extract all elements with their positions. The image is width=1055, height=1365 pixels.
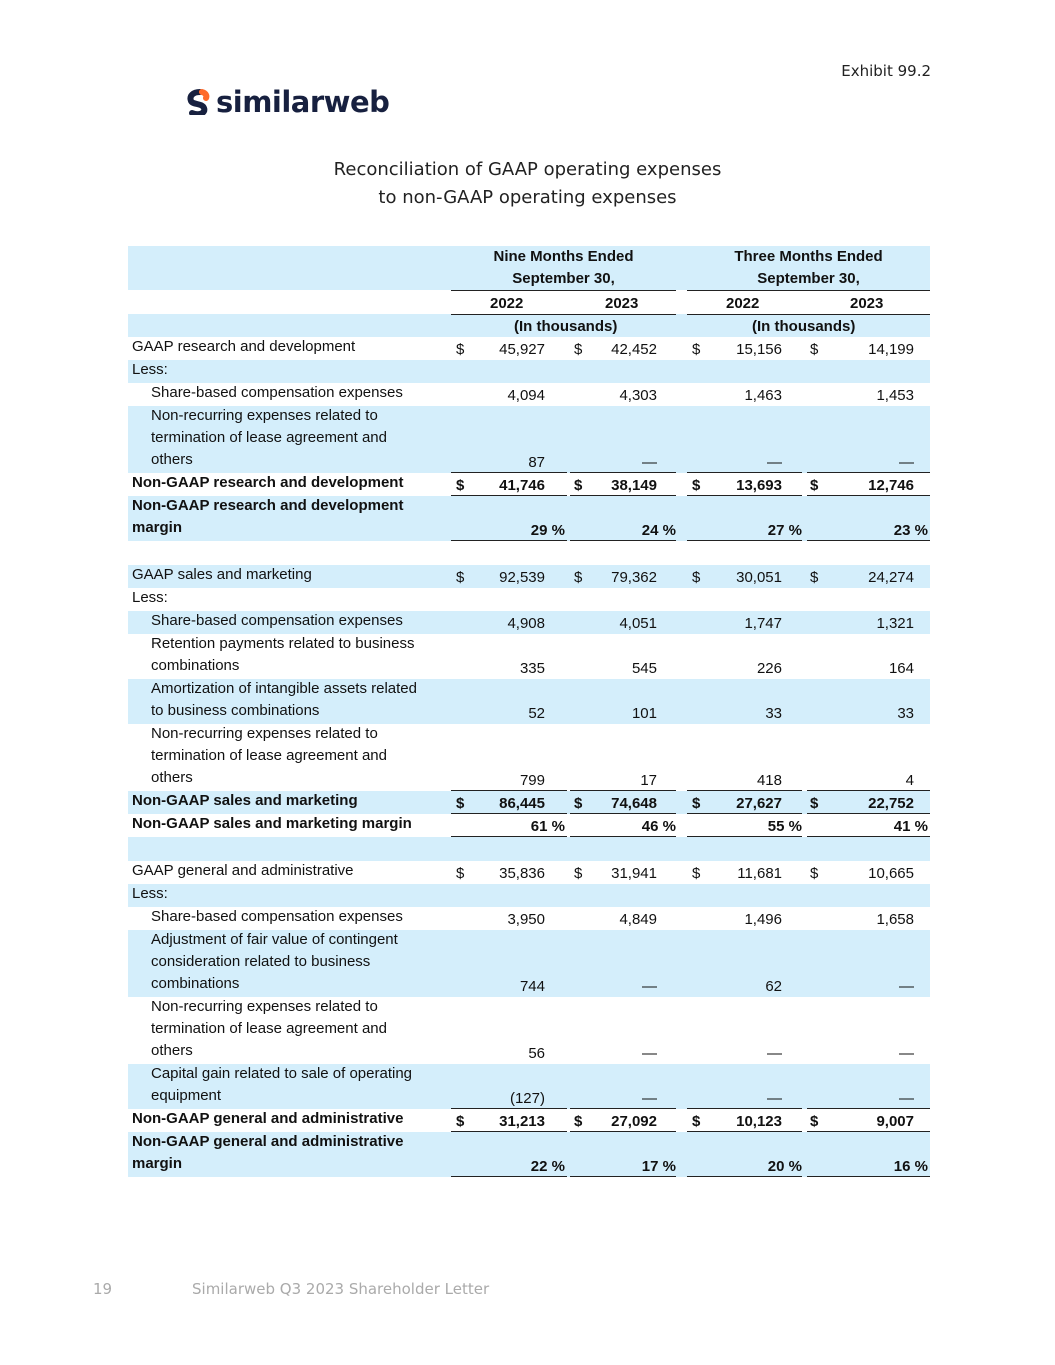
row-label-line: GAAP general and administrative <box>132 862 354 879</box>
dollar-sign: $ <box>692 569 701 586</box>
dollar-sign: $ <box>574 477 583 494</box>
table-cell: — <box>899 454 914 471</box>
table-cell: 55 % <box>767 818 802 835</box>
footer-text: Similarweb Q3 2023 Shareholder Letter <box>192 1280 490 1298</box>
row-label-line: Less: <box>132 885 168 902</box>
dollar-sign: $ <box>456 865 465 882</box>
table-cell: 33 <box>897 705 914 722</box>
dollar-sign: $ <box>456 341 465 358</box>
year-label: 2022 <box>490 295 524 312</box>
row-label-line: Non-GAAP general and administrative <box>132 1110 404 1127</box>
row-label-line: Adjustment of fair value of contingent <box>151 931 398 948</box>
table-cell: — <box>899 1045 914 1062</box>
table-cell: 101 <box>631 705 657 722</box>
table-cell: 41,746 <box>499 477 545 494</box>
year-label: 2023 <box>605 295 639 312</box>
row-label-line: consideration related to business <box>151 953 371 970</box>
table-row <box>128 1064 930 1109</box>
dollar-sign: $ <box>810 477 819 494</box>
table-cell: — <box>899 1090 914 1107</box>
dollar-sign: $ <box>810 341 819 358</box>
table-row <box>128 907 930 930</box>
row-label <box>132 565 312 588</box>
header-three-line1: Three Months Ended <box>734 248 883 265</box>
exhibit-label: Exhibit 99.2 <box>841 62 931 80</box>
table-cell: 31,213 <box>499 1113 545 1130</box>
row-label <box>132 473 403 496</box>
units-label: (In thousands) <box>752 318 856 335</box>
dollar-sign: $ <box>810 569 819 586</box>
row-label-line: Non-recurring expenses related to <box>151 998 378 1015</box>
row-label-line: termination of lease agreement and <box>151 747 387 764</box>
table-cell: 27 % <box>767 522 802 539</box>
row-label-line: Non-GAAP research and development <box>132 474 404 491</box>
row-label-line: others <box>151 1042 193 1059</box>
header-rule <box>451 314 676 315</box>
table-header-periods <box>128 246 930 290</box>
table-spacer-row <box>128 837 930 861</box>
table-cell: 9,007 <box>876 1113 914 1130</box>
row-label <box>151 997 387 1064</box>
dollar-sign: $ <box>810 795 819 812</box>
table-cell: 56 <box>528 1045 545 1062</box>
row-label-line: termination of lease agreement and <box>151 1020 387 1037</box>
header-rule <box>687 314 930 315</box>
table-cell: 74,648 <box>611 795 657 812</box>
table-cell: 15,156 <box>736 341 782 358</box>
title-line-1: Reconciliation of GAAP operating expenses <box>333 159 722 180</box>
table-cell: — <box>642 1045 657 1062</box>
table-row <box>128 679 930 724</box>
table-cell: 42,452 <box>611 341 657 358</box>
table-cell: 86,445 <box>499 795 545 812</box>
row-label <box>132 861 354 884</box>
year-label: 2023 <box>850 295 884 312</box>
header-three-months <box>687 246 930 290</box>
cell-underline <box>451 1176 567 1177</box>
header-rule <box>687 290 930 291</box>
row-label-line: Non-GAAP research and development <box>132 497 404 514</box>
similarweb-logo <box>186 85 389 119</box>
cell-underline <box>687 1176 802 1177</box>
row-label-line: Less: <box>132 589 168 606</box>
dollar-sign: $ <box>692 341 701 358</box>
table-cell: 31,941 <box>611 865 657 882</box>
table-cell: 799 <box>519 772 545 789</box>
table-row <box>128 884 930 907</box>
table-row <box>128 565 930 588</box>
table-cell: 24 % <box>641 522 676 539</box>
dollar-sign: $ <box>692 1113 701 1130</box>
reconciliation-table <box>128 246 930 1177</box>
row-label <box>151 406 387 473</box>
logo-wordmark: similarweb <box>216 85 390 119</box>
row-label <box>132 337 355 360</box>
year-label: 2022 <box>726 295 760 312</box>
dollar-sign: $ <box>692 795 701 812</box>
table-row <box>128 724 930 791</box>
row-label-line: combinations <box>151 975 240 992</box>
table-header-units <box>128 314 930 337</box>
table-cell: 23 % <box>893 522 928 539</box>
row-label <box>132 814 412 837</box>
row-label-line: margin <box>132 1155 183 1172</box>
table-cell: 10,123 <box>736 1113 782 1130</box>
units-label: (In thousands) <box>514 318 618 335</box>
row-label <box>132 1132 403 1177</box>
table-cell: 52 <box>528 705 545 722</box>
dollar-sign: $ <box>456 477 465 494</box>
table-cell: 29 % <box>530 522 565 539</box>
table-cell: 418 <box>756 772 782 789</box>
table-cell: — <box>642 1090 657 1107</box>
table-cell: 61 % <box>530 818 565 835</box>
row-label-line: others <box>151 451 193 468</box>
table-cell: 41 % <box>893 818 928 835</box>
table-row <box>128 473 930 496</box>
table-cell: 27,627 <box>736 795 782 812</box>
table-cell: 4,908 <box>507 615 545 632</box>
table-cell: — <box>767 454 782 471</box>
table-cell: 1,321 <box>876 615 914 632</box>
table-cell: 79,362 <box>611 569 657 586</box>
row-label <box>151 907 403 930</box>
dollar-sign: $ <box>456 795 465 812</box>
table-row <box>128 496 930 541</box>
header-nine-line1: Nine Months Ended <box>493 248 634 265</box>
row-label-line: Amortization of intangible assets related <box>151 680 417 697</box>
table-cell: 33 <box>765 705 782 722</box>
row-label-line: Share-based compensation expenses <box>151 612 403 629</box>
row-label <box>151 611 403 634</box>
table-cell: 13,693 <box>736 477 782 494</box>
table-row <box>128 406 930 473</box>
row-label <box>132 496 403 541</box>
dollar-sign: $ <box>692 865 701 882</box>
header-nine-line2: September 30, <box>512 270 615 287</box>
table-row <box>128 360 930 383</box>
table-row <box>128 861 930 884</box>
row-label-line: Non-recurring expenses related to <box>151 725 378 742</box>
table-cell: 4,849 <box>619 911 657 928</box>
table-cell: — <box>767 1045 782 1062</box>
header-nine-months <box>451 246 676 290</box>
table-cell: 4,051 <box>619 615 657 632</box>
dollar-sign: $ <box>456 569 465 586</box>
row-label <box>132 588 168 611</box>
table-cell: 4,303 <box>619 387 657 404</box>
similarweb-logo-icon <box>186 89 210 115</box>
table-cell: 3,950 <box>507 911 545 928</box>
row-label-line: Share-based compensation expenses <box>151 384 403 401</box>
table-cell: 16 % <box>893 1158 928 1175</box>
row-label <box>151 724 387 791</box>
table-cell: 335 <box>519 660 545 677</box>
table-cell: — <box>642 454 657 471</box>
dollar-sign: $ <box>574 795 583 812</box>
table-row <box>128 383 930 406</box>
dollar-sign: $ <box>574 1113 583 1130</box>
table-cell: 87 <box>528 454 545 471</box>
row-label <box>151 383 403 406</box>
dollar-sign: $ <box>810 865 819 882</box>
row-label <box>151 1064 412 1109</box>
table-cell: 35,836 <box>499 865 545 882</box>
table-cell: 62 <box>765 978 782 995</box>
row-label-line: termination of lease agreement and <box>151 429 387 446</box>
table-cell: — <box>899 978 914 995</box>
dollar-sign: $ <box>692 477 701 494</box>
table-cell: 10,665 <box>868 865 914 882</box>
table-cell: 4 <box>905 772 914 789</box>
table-row <box>128 588 930 611</box>
table-cell: 12,746 <box>868 477 914 494</box>
table-cell: 1,747 <box>744 615 782 632</box>
row-label-line: Non-GAAP sales and marketing <box>132 792 358 809</box>
cell-underline <box>807 1176 930 1177</box>
dollar-sign: $ <box>456 1113 465 1130</box>
table-spacer-row <box>128 541 930 565</box>
dollar-sign: $ <box>574 865 583 882</box>
table-cell: — <box>642 978 657 995</box>
dollar-sign: $ <box>574 569 583 586</box>
table-row <box>128 1132 930 1177</box>
dollar-sign: $ <box>574 341 583 358</box>
table-row <box>128 791 930 814</box>
table-cell: 27,092 <box>611 1113 657 1130</box>
row-label-line: GAAP sales and marketing <box>132 566 312 583</box>
table-cell: 4,094 <box>507 387 545 404</box>
row-label-line: others <box>151 769 193 786</box>
table-cell: 1,658 <box>876 911 914 928</box>
cell-underline <box>570 1176 676 1177</box>
row-label-line: Share-based compensation expenses <box>151 908 403 925</box>
row-label <box>132 360 168 383</box>
page-number: 19 <box>93 1280 113 1298</box>
title-line-2: to non-GAAP operating expenses <box>378 187 677 208</box>
table-cell: 24,274 <box>868 569 914 586</box>
row-label-line: Non-recurring expenses related to <box>151 407 378 424</box>
table-cell: 92,539 <box>499 569 545 586</box>
table-header-years <box>128 290 930 314</box>
header-three-line2: September 30, <box>757 270 860 287</box>
row-label-line: Capital gain related to sale of operating <box>151 1065 413 1082</box>
table-cell: 20 % <box>767 1158 802 1175</box>
table-cell: 226 <box>756 660 782 677</box>
table-row <box>128 814 930 837</box>
row-label <box>151 930 398 997</box>
table-cell: 22 % <box>530 1158 565 1175</box>
row-label-line: Non-GAAP sales and marketing margin <box>132 815 412 832</box>
table-cell: 744 <box>519 978 545 995</box>
row-label <box>132 1109 403 1132</box>
row-label-line: equipment <box>151 1087 222 1104</box>
dollar-sign: $ <box>810 1113 819 1130</box>
table-cell: 17 <box>640 772 657 789</box>
table-cell: 22,752 <box>868 795 914 812</box>
page-title <box>0 156 1055 212</box>
row-label-line: to business combinations <box>151 702 320 719</box>
table-cell: 38,149 <box>611 477 657 494</box>
table-cell: 1,463 <box>744 387 782 404</box>
table-cell: 164 <box>888 660 914 677</box>
table-cell: 545 <box>631 660 657 677</box>
table-cell: (127) <box>509 1090 545 1107</box>
row-label-line: combinations <box>151 657 240 674</box>
row-label-line: GAAP research and development <box>132 338 356 355</box>
row-label-line: Retention payments related to business <box>151 635 415 652</box>
table-cell: 45,927 <box>499 341 545 358</box>
row-label <box>132 791 358 814</box>
table-row <box>128 611 930 634</box>
table-row <box>128 930 930 997</box>
table-cell: 14,199 <box>868 341 914 358</box>
table-cell: — <box>767 1090 782 1107</box>
table-row <box>128 1109 930 1132</box>
table-row <box>128 634 930 679</box>
table-row <box>128 337 930 360</box>
table-cell: 1,496 <box>744 911 782 928</box>
row-label-line: margin <box>132 519 183 536</box>
row-label-line: Less: <box>132 361 168 378</box>
row-label <box>151 679 417 724</box>
header-rule <box>451 290 676 291</box>
table-cell: 17 % <box>641 1158 676 1175</box>
row-label-line: Non-GAAP general and administrative <box>132 1133 404 1150</box>
row-label <box>151 634 415 679</box>
row-label <box>132 884 168 907</box>
table-cell: 1,453 <box>876 387 914 404</box>
table-row <box>128 997 930 1064</box>
table-cell: 46 % <box>641 818 676 835</box>
table-cell: 30,051 <box>736 569 782 586</box>
table-cell: 11,681 <box>737 865 782 882</box>
